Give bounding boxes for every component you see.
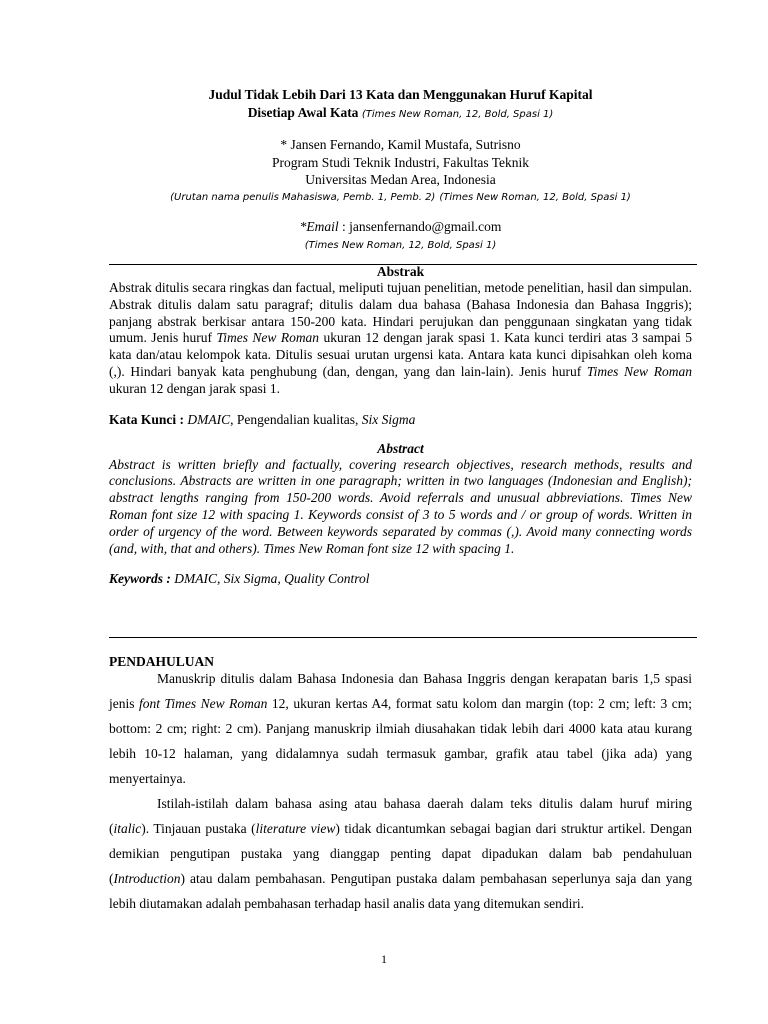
email-note-line bbox=[109, 236, 692, 254]
abstrak-font-name1: Times New Roman bbox=[216, 330, 320, 346]
intro-p1-italic: font Times New Roman bbox=[139, 696, 268, 711]
intro-p2-part-b: ). Tinjauan pustaka ( bbox=[141, 821, 256, 836]
affiliation-program: Program Studi Teknik Industri, Fakultas Teknik bbox=[271, 155, 530, 170]
kata-kunci-line bbox=[109, 411, 692, 428]
intro-p1-part-b: 12, ukuran kertas A4, format satu kolom dan margin (top: 2 cm; left: 3 cm; bottom: 2 cm; right: 2 cm). Panjang manuskrip ilmiah diusahakan tidak lebih dari 4000 kata atau kurang lebih 10-12 halaman, yang didalamnya sudah termasuk gambar, grafik atau tabel (jika ada) yang menyertainya. bbox=[109, 696, 693, 786]
intro-paragraph-1 bbox=[109, 666, 692, 791]
keywords-label: Keywords : bbox=[109, 571, 171, 587]
intro-p2-part-c: ) tidak dicantumkan sebagai bagian dari struktur artikel. Dengan demikian pengutipan pustaka yang dianggap penting dapat dipadukan dalam bab pendahuluan ( bbox=[109, 821, 692, 886]
divider-bottom bbox=[109, 637, 697, 638]
intro-paragraph-2 bbox=[109, 791, 692, 916]
abstrak-text-part3: ukuran 12 dengan jarak spasi 1. bbox=[109, 380, 280, 396]
paper-title-line2-text: Disetiap Awal Kata bbox=[247, 105, 359, 120]
intro-p2-italic-1: italic bbox=[113, 821, 142, 836]
kata-kunci-3: Six Sigma bbox=[361, 411, 416, 427]
abstrak-text-part2: ukuran 12 dengan jarak spasi 1. Kata kunci terdiri atas 3 sampai 5 kata dan/atau kelompok kata. Ditulis sesuai urutan urgensi kata. Antara kata kunci dipisahkan oleh koma (,). Hindari banyak kata penghubung (dan, dengan, yang dan lain-lain). Jenis huruf bbox=[109, 330, 692, 379]
author-format-note: (Times New Roman, 12, Bold, Spasi 1) bbox=[439, 192, 631, 203]
abstract-text: Abstract is written briefly and factually, covering research objectives, research methods, results and conclusions. Abstracts are written in one paragraph; written in two languages (Indonesian and English); abstract lengths ranging from 150-200 words. Avoid referrals and unusual abbreviations. Times New Roman font size 12 with spacing 1. Keywords consist of 3 to 5 words and / or group of words. Written in order of urgency of the word. Between keywords separated by commas (,). Avoid many connecting words (and, with, that and others). Times New Roman font size 12 with spacing 1. bbox=[109, 456, 692, 556]
title-format-note: (Times New Roman, 12, Bold, Spasi 1) bbox=[361, 109, 554, 120]
intro-p2-part-d: ) atau dalam pembahasan. Pengutipan pustaka dalam pembahasan seperlunya saja dan yang lebih diutamakan adalah pembahasan terhadap hasil analis data yang ditemukan sendiri. bbox=[109, 871, 692, 911]
author-list: * Jansen Fernando, Kamil Mustafa, Sutrisno bbox=[280, 137, 521, 152]
paper-title-line1: Judul Tidak Lebih Dari 13 Kata dan Menggunakan Huruf Kapital bbox=[208, 87, 593, 102]
email-format-note: (Times New Roman, 12, Bold, Spasi 1) bbox=[304, 240, 497, 251]
kata-kunci-1: DMAIC bbox=[187, 411, 231, 427]
author-order-note-text: (Urutan nama penulis Mahasiswa, Pemb. 1, Pemb. 2) bbox=[170, 192, 436, 203]
affiliation-university: Universitas Medan Area, Indonesia bbox=[305, 172, 496, 187]
intro-p2-part-a: Istilah-istilah dalam bahasa asing atau bahasa daerah dalam teks ditulis dalam huruf miring ( bbox=[109, 796, 692, 836]
author-order-note bbox=[109, 188, 692, 206]
intro-p2-italic-2: literature view bbox=[255, 821, 336, 836]
page-number: 1 bbox=[381, 952, 387, 966]
email-separator: : bbox=[338, 219, 350, 234]
kata-kunci-label: Kata Kunci : bbox=[109, 411, 185, 427]
abstrak-text-part1: Abstrak ditulis secara ringkas dan factual, meliputi tujuan penelitian, metode penelitian, hasil dan simpulan. Abstrak ditulis dalam satu paragraf; ditulis dalam dua bahasa (Bahasa Indonesia dan Bahasa Inggris); panjang abstrak berkisar antara 150-200 kata. Hindari perujukan dan penggunaan singkatan yang tidak umum. Jenis huruf bbox=[109, 280, 692, 346]
abstrak-text bbox=[109, 280, 692, 398]
kata-kunci-sep: , Pengendalian kualitas, bbox=[230, 411, 362, 427]
abstract-block bbox=[109, 264, 692, 587]
paper-title-line2 bbox=[109, 104, 692, 124]
intro-p2-italic-3: Introduction bbox=[113, 871, 181, 886]
intro-p1-part-a: Manuskrip ditulis dalam Bahasa Indonesia dan Bahasa Inggris dengan kerapatan baris 1,5 spasi jenis bbox=[109, 671, 692, 711]
email-address: jansenfernando@gmail.com bbox=[349, 219, 502, 234]
section-heading-intro: PENDAHULUAN bbox=[109, 654, 215, 669]
keywords-line bbox=[109, 570, 692, 587]
email-label: *Email bbox=[299, 219, 339, 234]
email-line bbox=[109, 218, 692, 236]
abstrak-heading: Abstrak bbox=[376, 264, 425, 279]
header-block bbox=[109, 86, 692, 254]
abstrak-font-name2: Times New Roman bbox=[586, 363, 692, 379]
abstract-heading: Abstract bbox=[377, 440, 424, 456]
keywords-text: DMAIC, Six Sigma, Quality Control bbox=[174, 571, 370, 587]
